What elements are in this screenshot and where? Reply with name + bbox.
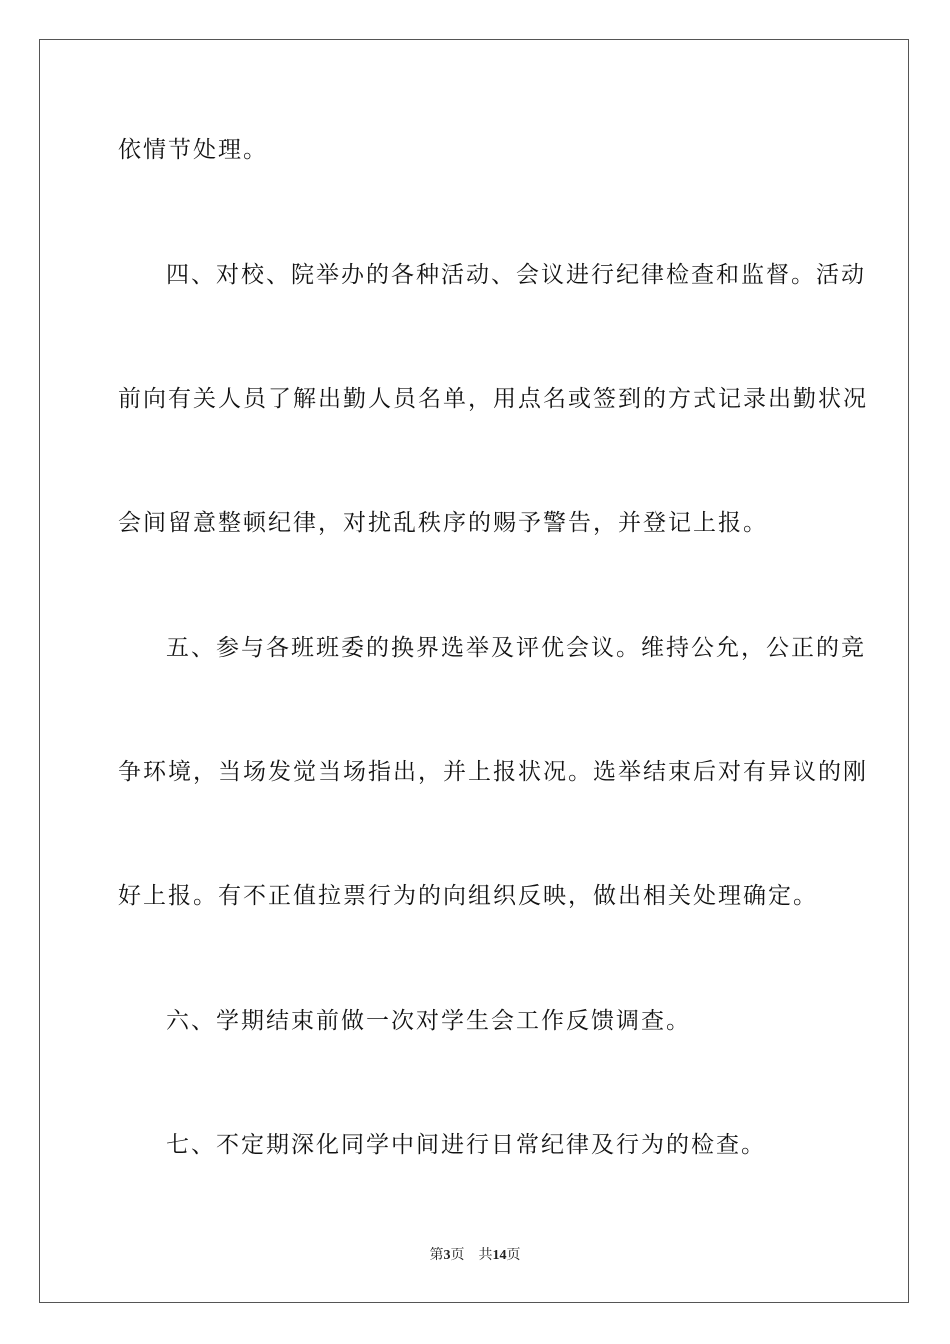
paragraph-4-line-3: 会间留意整顿纪律，对扰乱秩序的赐予警告，并登记上报。 (118, 510, 768, 536)
page-footer (0, 1247, 950, 1265)
footer-total-pages: 14 (492, 1248, 507, 1263)
page-border (39, 39, 909, 1303)
paragraph-5-line-2: 争环境，当场发觉当场指出，并上报状况。选举结束后对有异议的刚 (118, 759, 868, 785)
footer-page-prefix: 第 (429, 1248, 444, 1263)
paragraph-5-line-1: 五、参与各班班委的换界选举及评优会议。维持公允，公正的竞 (166, 635, 866, 661)
paragraph-4-line-1: 四、对校、院举办的各种活动、会议进行纪律检查和监督。活动 (166, 262, 866, 288)
paragraph-6-line-1: 六、学期结束前做一次对学生会工作反馈调查。 (166, 1008, 691, 1034)
body-line-1: 依情节处理。 (118, 137, 268, 163)
paragraph-7-line-1: 七、不定期深化同学中间进行日常纪律及行为的检查。 (166, 1132, 766, 1158)
footer-total-suffix: 页 (506, 1248, 521, 1263)
paragraph-5-line-3: 好上报。有不正值拉票行为的向组织反映，做出相关处理确定。 (118, 883, 818, 909)
footer-page-suffix: 页 (450, 1248, 465, 1263)
footer-total-prefix: 共 (478, 1248, 493, 1263)
paragraph-4-line-2: 前向有关人员了解出勤人员名单，用点名或签到的方式记录出勤状况 (118, 386, 868, 412)
footer-current-page: 3 (443, 1248, 451, 1263)
